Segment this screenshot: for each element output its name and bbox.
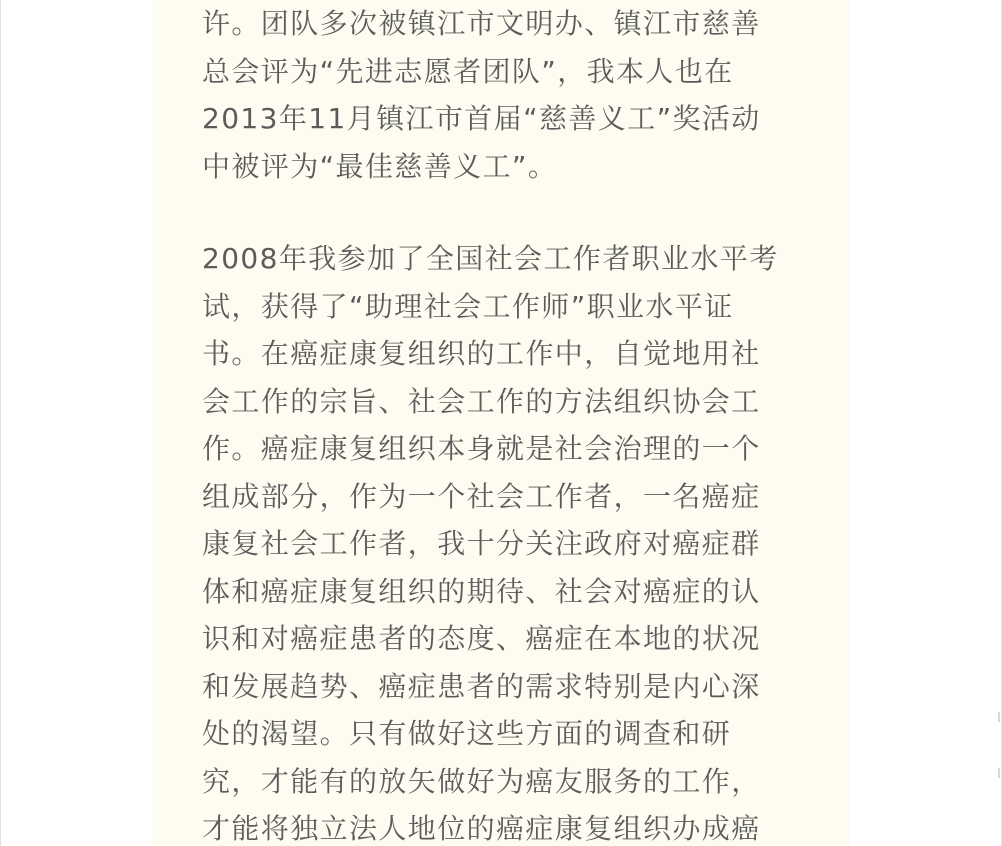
article-panel (152, 0, 850, 846)
text-line: 试，获得了“助理社会工作师”职业水平证 (202, 289, 734, 323)
text-line: 康复社会工作者，我十分关注政府对癌症群 (202, 527, 761, 560)
text-line: 才能将独立法人地位的癌症康复组织办成癌 (202, 812, 761, 845)
text-line: 中被评为“最佳慈善义工”。 (202, 149, 558, 183)
paragraph-2 (202, 235, 779, 846)
text-line: 作。癌症康复组织本身就是社会治理的一个 (202, 432, 761, 465)
scroll-edge-mark (998, 768, 1000, 778)
text-line: 处的渴望。只有做好这些方面的调查和研 (202, 717, 732, 750)
paragraph-1 (202, 0, 761, 190)
scroll-edge-mark (998, 712, 1000, 722)
text-line: 究，才能有的放矢做好为癌友服务的工作， (202, 764, 761, 798)
text-line: 2013年11月镇江市首届“慈善义工”奖活动 (202, 102, 761, 135)
text-line: 会工作的宗旨、社会工作的方法组织协会工 (202, 384, 761, 418)
text-line: 总会评为“先进志愿者团队”，我本人也在 (202, 54, 734, 88)
text-line: 书。在癌症康复组织的工作中，自觉地用社 (202, 337, 761, 370)
text-line: 2008年我参加了全国社会工作者职业水平考 (202, 242, 779, 275)
text-line: 许。团队多次被镇江市文明办、镇江市慈善 (202, 7, 761, 40)
text-line: 和发展趋势、癌症患者的需求特别是内心深 (202, 669, 761, 703)
text-line: 识和对癌症患者的态度、癌症在本地的状况 (202, 622, 761, 655)
text-line: 组成部分，作为一个社会工作者，一名癌症 (202, 479, 761, 513)
text-line: 体和癌症康复组织的期待、社会对癌症的认 (202, 574, 761, 608)
